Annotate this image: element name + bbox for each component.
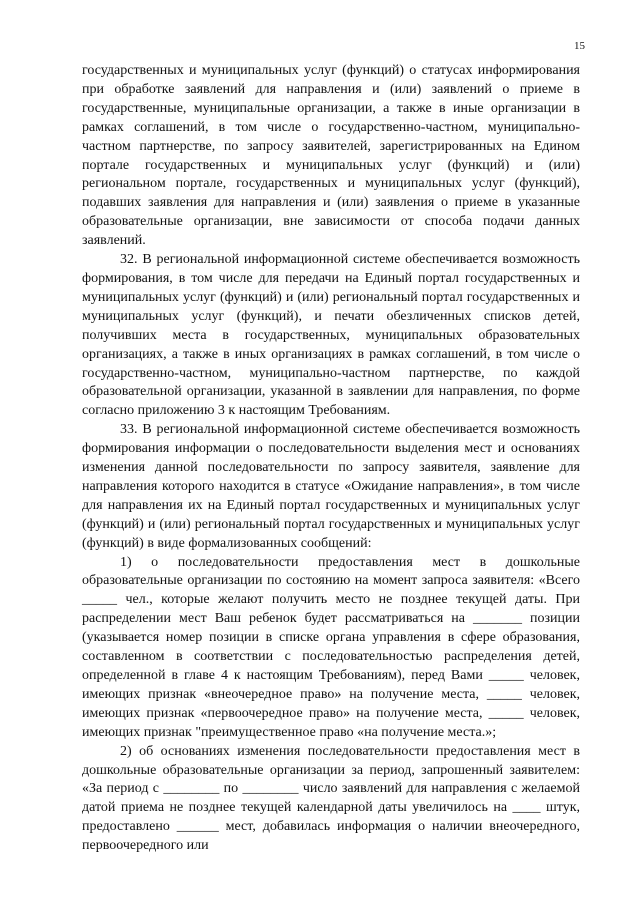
document-body [82, 62, 580, 856]
paragraph-continuation: государственных и муниципальных услуг (функций) о статусах информирования при обработке заявлений для направления и (или) заявлений о приеме в государственные, муниципальные организации, а также в иные организации в рамках соглашений, в том числе о государственно-частном, муниципально-частном партнерстве, по запросу заявителей, зарегистрированных на Едином портале государственных и муниципальных услуг (функций) и (или) региональном портале, государственных и муниципальных услуг (функций), подавших заявления для направления и (или) заявления о приеме в указанные образовательные организации, вне зависимости от способа подачи данных заявлений. [82, 63, 580, 249]
paragraph-32: 32. В региональной информационной системе обеспечивается возможность формирования, в том числе для передачи на Единый портал государственных и муниципальных услуг (функций) и (или) региональный портал государственных и муниципальных услуг (функций), и печати обезличенных списков детей, получивших места в государственных, муниципальных образовательных организациях, а также в иных организациях в рамках соглашений, в том числе о государственно-частном, муниципально-частном партнерстве, по каждой образовательной организации, указанной в заявлении для направления, по форме согласно приложению 3 к настоящим Требованиям. [82, 252, 580, 419]
paragraph-33-item-2: 2) об основаниях изменения последовательности предоставления мест в дошкольные образовательные организации за период, запрошенный заявителем: «За период с ________ по ________ число заявлений для направления с желаемой датой приема не позднее текущей календарной даты увеличилось на ____ штук, предоставлено ______ мест, добавилась информация о наличии внеочередного, первоочередного или [82, 743, 580, 854]
paragraph-33: 33. В региональной информационной системе обеспечивается возможность формирования информации о последовательности выделения мест и основаниях изменения данной последовательности по запросу заявителя, заявление для направления которого находится в статусе «Ожидание направления», в том числе для направления их на Единый портал государственных и муниципальных услуг (функций) и (или) региональный портал государственных и муниципальных услуг (функций) в виде формализованных сообщений: [82, 422, 580, 551]
paragraph-33-item-1: 1) о последовательности предоставления мест в дошкольные образовательные организации по состоянию на момент запроса заявителя: «Всего _____ чел., которые желают получить место не позднее текущей даты. При распределении мест Ваш ребенок будет рассматриваться на _______ позиции (указывается номер позиции в списке органа управления в сфере образования, составленном в соответствии с последовательностью распределения детей, определенной в главе 4 к настоящим Требованиям), перед Вами _____ человек, имеющих признак «внеочередное право» на получение места, _____ человек, имеющих признак «первоочередное право» на получение места, _____ человек, имеющих признак "преимущественное право «на получение места.»; [82, 554, 580, 740]
page-number: 15 [574, 40, 585, 52]
